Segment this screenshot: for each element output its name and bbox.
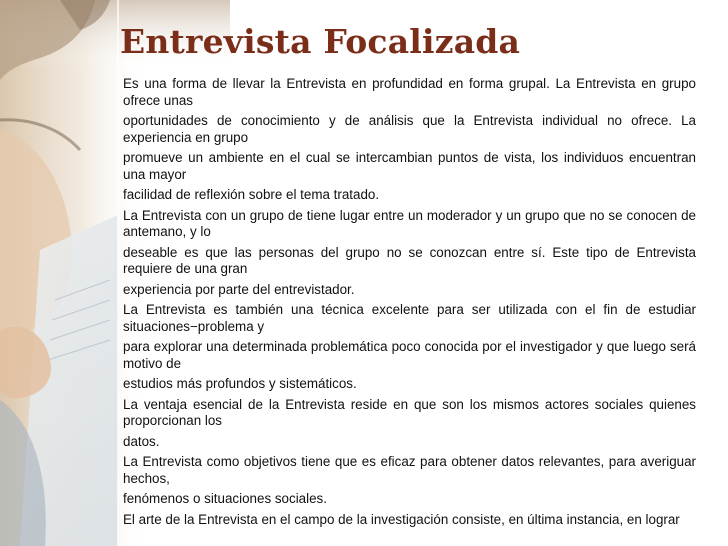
- slide-body: [123, 76, 696, 528]
- body-paragraph: La Entrevista es también una técnica excelente para ser utilizada con el fin de estudiar situaciones−problema y: [123, 302, 696, 334]
- body-paragraph: para explorar una determinada problemática poco conocida por el investigador y que luego será motivo de: [123, 339, 696, 371]
- body-paragraph: fenómenos o situaciones sociales.: [123, 491, 327, 506]
- body-paragraph: datos.: [123, 433, 160, 449]
- body-paragraph: experiencia por parte del entrevistador.: [123, 281, 355, 297]
- body-paragraph: oportunidades de conocimiento y de análisis que la Entrevista individual no ofrece. La experiencia en grupo: [123, 113, 696, 145]
- body-paragraph: Es una forma de llevar la Entrevista en profundidad en forma grupal. La Entrevista en grupo ofrece unas: [123, 76, 696, 108]
- body-paragraph: deseable es que las personas del grupo no se conozcan entre sí. Este tipo de Entrevista requiere de una gran: [123, 244, 696, 276]
- body-paragraph: La Entrevista como objetivos tiene que es eficaz para obtener datos relevantes, para averiguar hechos,: [123, 454, 696, 486]
- slide-title: Entrevista Focalizada: [120, 22, 521, 61]
- body-paragraph: estudios más profundos y sistemáticos.: [123, 376, 357, 391]
- body-paragraph: promueve un ambiente en el cual se intercambian puntos de vista, los individuos encuentran una mayor: [123, 150, 696, 182]
- body-paragraph: facilidad de reflexión sobre el tema tratado.: [123, 187, 380, 202]
- body-paragraph: El arte de la Entrevista en el campo de la investigación consiste, en última instancia, en lograr: [123, 511, 680, 527]
- body-paragraph: La ventaja esencial de la Entrevista reside en que son los mismos actores sociales quienes proporcionan los: [123, 396, 696, 428]
- body-paragraph: La Entrevista con un grupo de tiene lugar entre un moderador y un grupo que no se conocen de antemano, y lo: [123, 207, 696, 239]
